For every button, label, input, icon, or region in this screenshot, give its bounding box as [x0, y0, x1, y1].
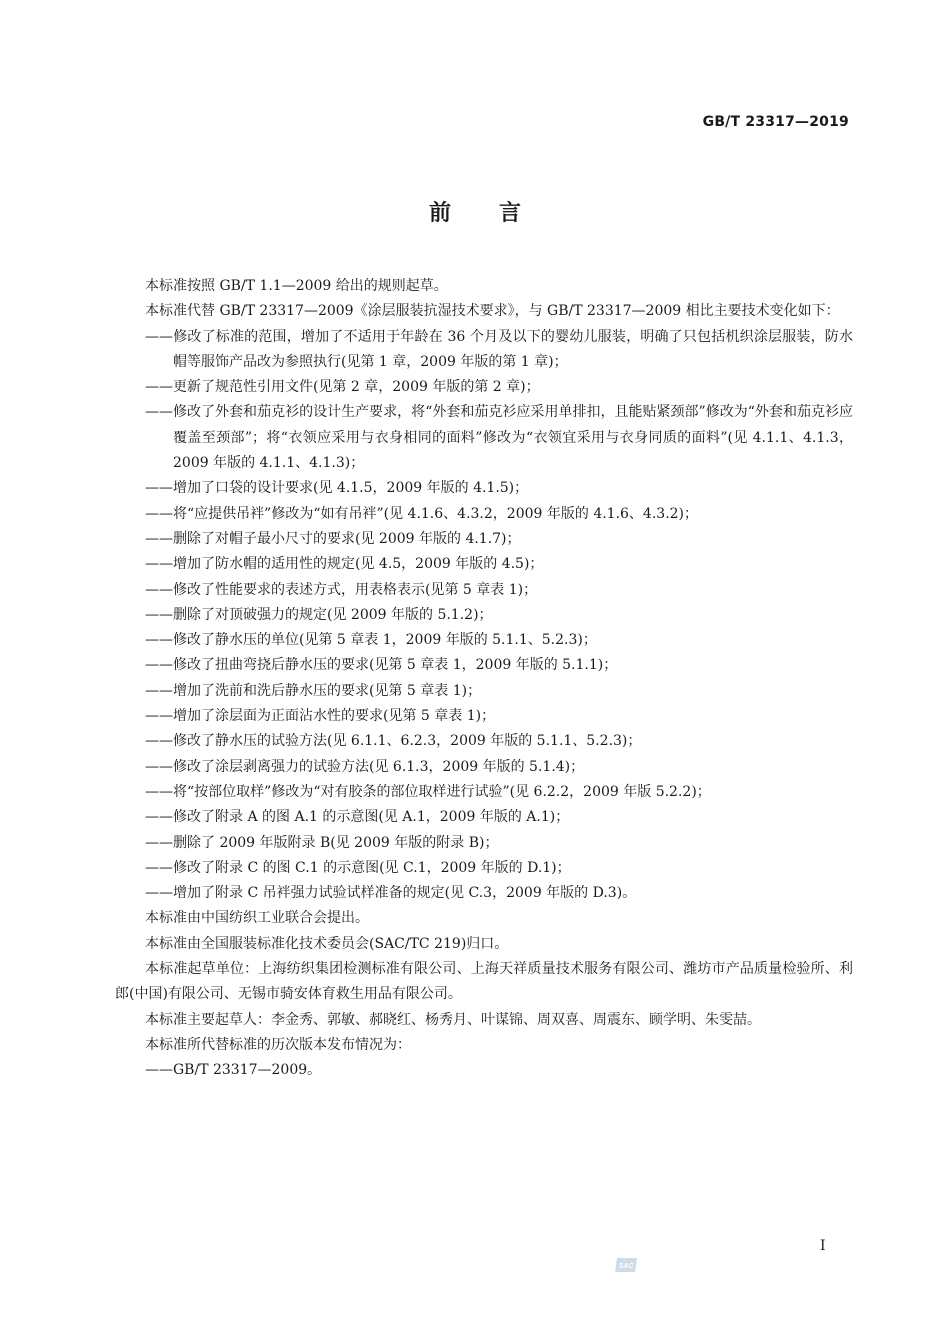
title-char-1: 前 — [428, 200, 451, 226]
change-item: ——修改了附录 C 的图 C.1 的示意图(见 C.1，2009 年版的 D.1)； — [145, 859, 571, 876]
paragraph-proposed-by: 本标准由中国纺织工业联合会提出。 — [145, 910, 369, 927]
change-item: ——修改了外套和茄克衫的设计生产要求，将“外套和茄克衫应采用单排扣，且能贴紧颈部”修改为“外套和茄克衫应覆盖至颈部”；将“衣领应采用与衣身相同的面料”修改为“衣领宜采用与衣身同质的面料”(见 4.1.1、4.1.3，2009 年版的 4.1.1、4.1.3)； — [145, 404, 853, 472]
paragraph-replaces: 本标准代替 GB/T 23317—2009《涂层服装抗湿技术要求》，与 GB/T 23317—2009 相比主要技术变化如下： — [145, 303, 840, 320]
title-char-2: 言 — [499, 200, 522, 226]
page-title — [0, 196, 950, 227]
paragraph-drafting-units: 本标准起草单位：上海纺织集团检测标准有限公司、上海天祥质量技术服务有限公司、潍坊市产品质量检验所、利郎(中国)有限公司、无锡市骑安体育救生用品有限公司。 — [115, 961, 853, 1003]
change-item: ——修改了静水压的试验方法(见 6.1.1、6.2.3，2009 年版的 5.1.1、5.2.3)； — [145, 733, 642, 750]
change-item: ——修改了涂层剥离强力的试验方法(见 6.1.3，2009 年版的 5.1.4)； — [145, 758, 585, 775]
paragraph-drafting-rules: 本标准按照 GB/T 1.1—2009 给出的规则起草。 — [145, 278, 448, 294]
change-item: ——删除了 2009 年版附录 B(见 2009 年版的附录 B)； — [145, 834, 499, 851]
paragraph-drafters: 本标准主要起草人：李金秀、郭敏、郝晓红、杨秀月、叶谋锦、周双喜、周震东、顾学明、朱雯喆。 — [145, 1011, 761, 1028]
change-item: ——修改了扭曲弯挠后静水压的要求(见第 5 章表 1，2009 年版的 5.1.1)； — [145, 657, 618, 674]
change-item: ——删除了对帽子最小尺寸的要求(见 2009 年版的 4.1.7)； — [145, 530, 521, 547]
change-item: ——将“按部位取样”修改为“对有胶条的部位取样进行试验”(见 6.2.2，2009 年版 5.2.2)； — [145, 783, 711, 800]
change-item: ——增加了附录 C 吊袢强力试验试样准备的规定(见 C.3，2009 年版的 D.3)。 — [145, 885, 637, 902]
change-item: ——修改了附录 A 的图 A.1 的示意图(见 A.1，2009 年版的 A.1)； — [145, 809, 570, 826]
change-item: ——更新了规范性引用文件(见第 2 章，2009 年版的第 2 章)； — [145, 379, 540, 396]
change-item: ——增加了涂层面为正面沾水性的要求(见第 5 章表 1)； — [145, 708, 496, 725]
change-item: ——删除了对顶破强力的规定(见 2009 年版的 5.1.2)； — [145, 606, 493, 623]
change-item: ——增加了洗前和洗后静水压的要求(见第 5 章表 1)； — [145, 682, 482, 699]
change-item: ——增加了口袋的设计要求(见 4.1.5，2009 年版的 4.1.5)； — [145, 480, 529, 497]
change-item: ——修改了静水压的单位(见第 5 章表 1，2009 年版的 5.1.1、5.2.3)； — [145, 632, 597, 649]
paragraph-centralized-by: 本标准由全国服装标准化技术委员会(SAC/TC 219)归口。 — [145, 935, 509, 952]
change-item: ——将“应提供吊袢”修改为“如有吊袢”(见 4.1.6、4.3.2，2009 年版的 4.1.6、4.3.2)； — [145, 505, 699, 522]
history-item: ——GB/T 23317—2009。 — [145, 1062, 322, 1079]
standard-code: GB/T 23317—2019 — [702, 114, 849, 130]
paragraph-history-intro: 本标准所代替标准的历次版本发布情况为： — [145, 1036, 411, 1053]
change-item: ——修改了标准的范围，增加了不适用于年龄在 36 个月及以下的婴幼儿服装，明确了只包括机织涂层服装，防水帽等服饰产品改为参照执行(见第 1 章，2009 年版的第 1 章)； — [145, 328, 853, 370]
svg-text:SAC: SAC — [618, 1263, 634, 1270]
change-item: ——修改了性能要求的表述方式，用表格表示(见第 5 章表 1)； — [145, 581, 538, 598]
page-number: I — [820, 1238, 826, 1254]
foreword-body — [115, 274, 853, 1084]
sac-logo-icon — [613, 1256, 639, 1274]
change-item: ——增加了防水帽的适用性的规定(见 4.5，2009 年版的 4.5)； — [145, 556, 544, 573]
